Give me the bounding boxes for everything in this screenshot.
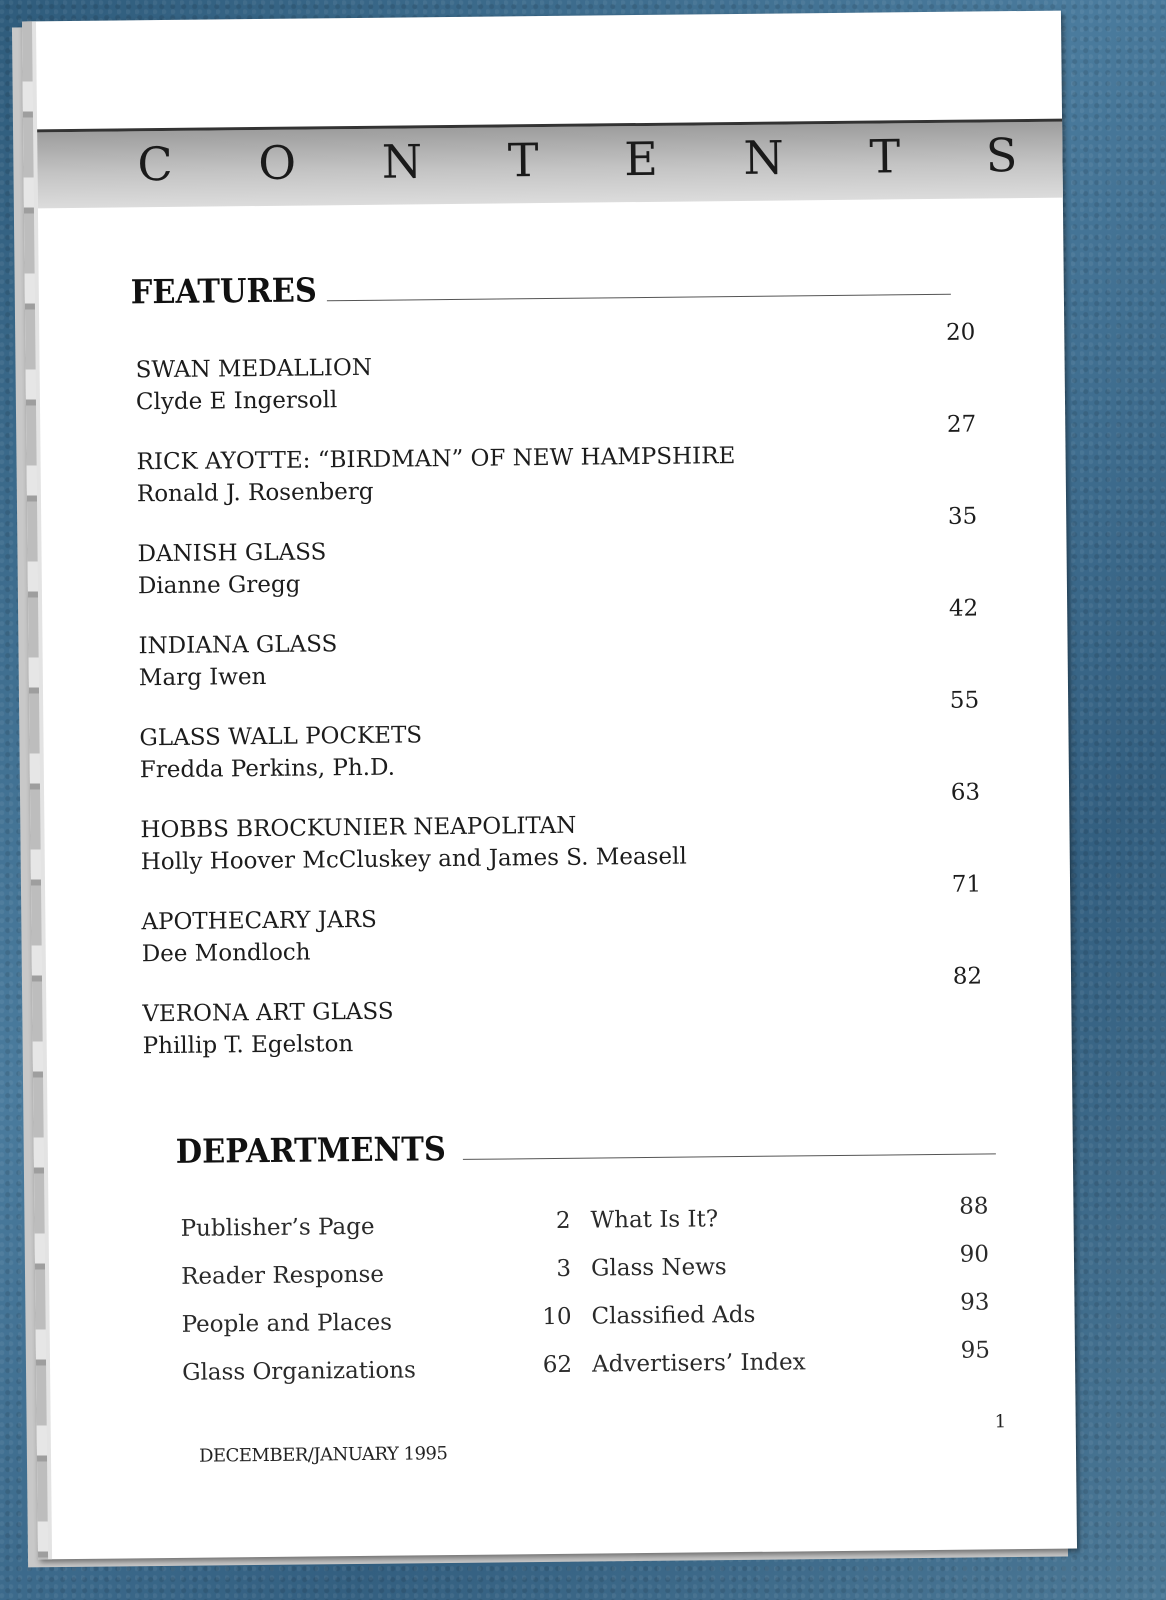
issue-date: DECEMBER/JANUARY 1995: [198, 1443, 448, 1467]
department-name: Advertisers’ Index: [591, 1349, 806, 1378]
department-name: Publisher’s Page: [180, 1213, 375, 1242]
departments-heading: [176, 1123, 996, 1171]
feature-page-number: 63: [950, 779, 981, 806]
department-name: People and Places: [181, 1309, 393, 1338]
feature-page-number: 42: [948, 595, 979, 622]
magazine-page: [22, 11, 1077, 1560]
feature-entry: [142, 963, 983, 1062]
feature-title: SWAN MEDALLION: [135, 354, 373, 384]
contents-letter: T: [869, 129, 901, 184]
feature-entry: [138, 595, 979, 695]
contents-letter: O: [258, 135, 297, 191]
department-page-number: 88: [959, 1193, 989, 1220]
department-name: Classified Ads: [591, 1301, 756, 1330]
feature-entry: [140, 779, 981, 878]
feature-page-number: 71: [951, 871, 982, 898]
feature-page-number: 27: [946, 411, 977, 438]
contents-letter: S: [985, 128, 1018, 183]
contents-title: [137, 128, 1018, 191]
contents-letter: N: [743, 130, 785, 185]
department-page-number: 10: [542, 1303, 572, 1331]
feature-title: RICK AYOTTE: “BIRDMAN” OF NEW HAMPSHIRE: [136, 443, 736, 476]
feature-title: HOBBS BROCKUNIER NEAPOLITAN: [140, 812, 577, 844]
contents-letter: T: [507, 133, 539, 188]
feature-entry: [136, 411, 977, 511]
footer-page-number: 1: [994, 1411, 1007, 1433]
feature-title: INDIANA GLASS: [138, 631, 338, 660]
feature-page-number: 20: [945, 319, 976, 346]
feature-author: Fredda Perkins, Ph.D.: [139, 754, 396, 784]
features-heading-text: FEATURES: [130, 270, 317, 312]
feature-page-number: 55: [949, 687, 980, 714]
feature-entry: [141, 871, 982, 970]
contents-banner: [37, 119, 1063, 209]
feature-title: GLASS WALL POCKETS: [139, 722, 423, 752]
department-page-number: 95: [960, 1337, 991, 1364]
department-page-number: 3: [556, 1255, 572, 1282]
features-heading-rule: [327, 294, 951, 302]
features-heading: [131, 264, 951, 312]
contents-letter: E: [623, 131, 659, 187]
feature-page-number: 82: [952, 963, 983, 990]
feature-author: Marg Iwen: [138, 663, 267, 692]
department-page-number: 90: [959, 1241, 990, 1268]
feature-author: Dianne Gregg: [137, 571, 301, 600]
department-page-number: 62: [542, 1351, 573, 1379]
feature-title: VERONA ART GLASS: [142, 998, 394, 1028]
department-row: [180, 1193, 989, 1245]
contents-letter: N: [381, 134, 423, 189]
departments-heading-rule: [463, 1153, 996, 1160]
department-name: What Is It?: [590, 1206, 719, 1234]
feature-title: APOTHECARY JARS: [141, 906, 377, 936]
feature-author: Clyde E Ingersoll: [135, 387, 338, 416]
feature-author: Phillip T. Egelston: [142, 1031, 354, 1060]
feature-entry: [137, 503, 978, 603]
department-row: [181, 1337, 991, 1389]
feature-entry: [139, 687, 980, 786]
feature-page-number: 35: [947, 503, 978, 530]
department-row: [180, 1241, 990, 1293]
department-name: Glass Organizations: [181, 1357, 416, 1386]
feature-author: Dee Mondloch: [141, 939, 311, 968]
department-name: Glass News: [590, 1254, 727, 1282]
feature-author: Holly Hoover McCluskey and James S. Measell: [140, 843, 687, 876]
department-name: Reader Response: [180, 1261, 385, 1290]
department-page-number: 2: [555, 1207, 571, 1234]
departments-heading-text: DEPARTMENTS: [175, 1129, 446, 1171]
contents-letter: C: [137, 136, 173, 192]
feature-entry: [135, 319, 976, 419]
department-row: [181, 1289, 990, 1341]
feature-title: DANISH GLASS: [137, 539, 327, 568]
department-page-number: 93: [960, 1289, 990, 1316]
feature-author: Ronald J. Rosenberg: [136, 478, 374, 508]
